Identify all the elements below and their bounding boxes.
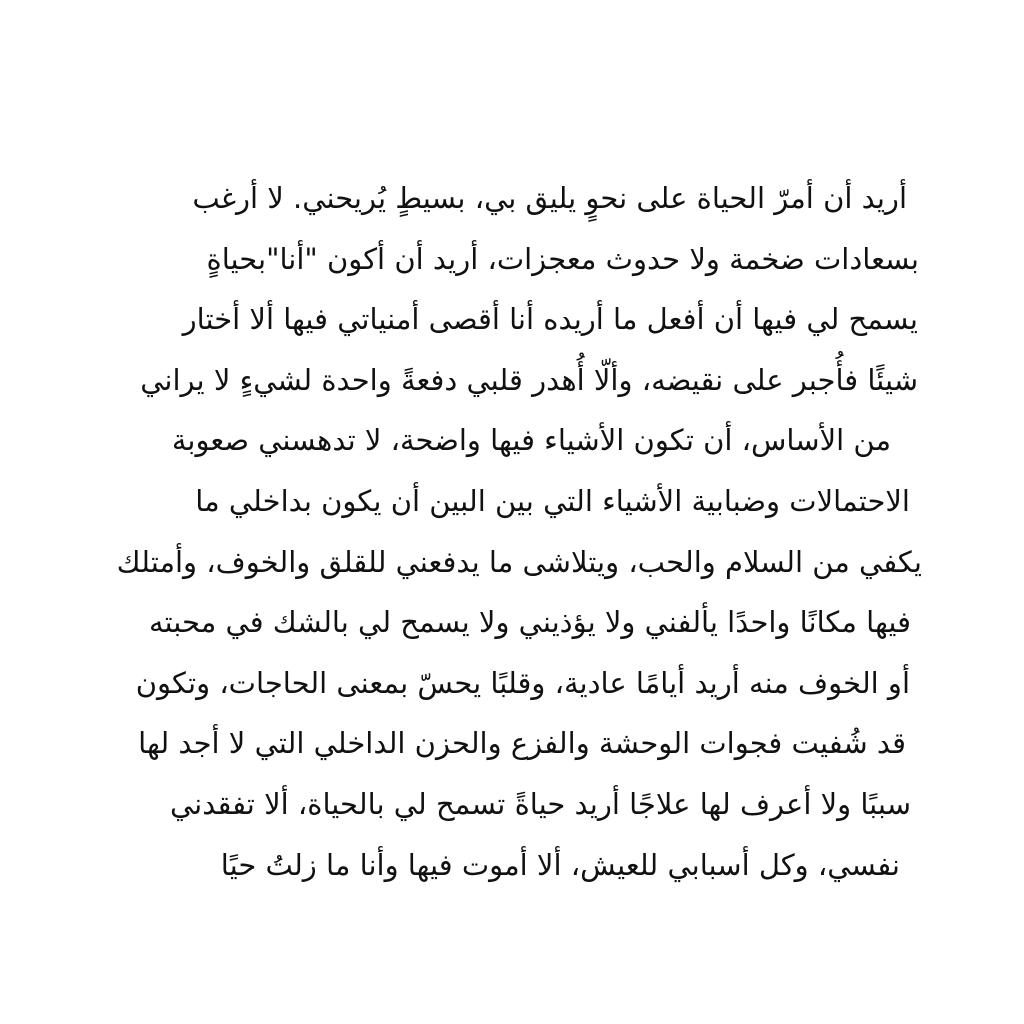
paragraph-line: فيها مكانًا واحدًا يألفني ولا يؤذيني ولا يسمح لي بالشك في محبته bbox=[149, 605, 911, 640]
arabic-paragraph bbox=[95, 168, 975, 895]
paragraph-line: من الأساس، أن تكون الأشياء فيها واضحة، لا تدهسني صعوبة bbox=[171, 423, 891, 458]
paragraph-line: شيئًا فأُجبر على نقيضه، وألّا أُهدر قلبي دفعةً واحدة لشيءٍ لا يراني bbox=[140, 362, 918, 397]
paragraph-line: سببًا ولا أعرف لها علاجًا أريد حياةً تسمح لي بالحياة، ألا تفقدني bbox=[170, 786, 911, 821]
paragraph-line: قد شُفيت فجوات الوحشة والفزع والحزن الداخلي التي لا أجد لها bbox=[138, 726, 906, 761]
paragraph-line: أو الخوف منه أريد أيامًا عادية، وقلبًا يحسّ بمعنى الحاجات، وتكون bbox=[135, 665, 910, 700]
paragraph-line: يكفي من السلام والحب، ويتلاشى ما يدفعني للقلق والخوف، وأمتلك bbox=[116, 544, 922, 579]
paragraph-line: الاحتمالات وضبابية الأشياء التي بين البين أن يكون بداخلي ما bbox=[195, 483, 910, 518]
paragraph-line: بسعادات ضخمة ولا حدوث معجزات، أريد أن أكون "أنا"بحياةٍ bbox=[206, 241, 919, 276]
paragraph-line: أريد أن أمرّ الحياة على نحوٍ يليق بي، بسيطٍ يُريحني. لا أرغب bbox=[192, 181, 907, 215]
paragraph-line: يسمح لي فيها أن أفعل ما أريده أنا أقصى أمنياتي فيها ألا أختار bbox=[182, 302, 918, 337]
paragraph-line: نفسي، وكل أسبابي للعيش، ألا أموت فيها وأنا ما زلتُ حيًا bbox=[220, 847, 900, 882]
